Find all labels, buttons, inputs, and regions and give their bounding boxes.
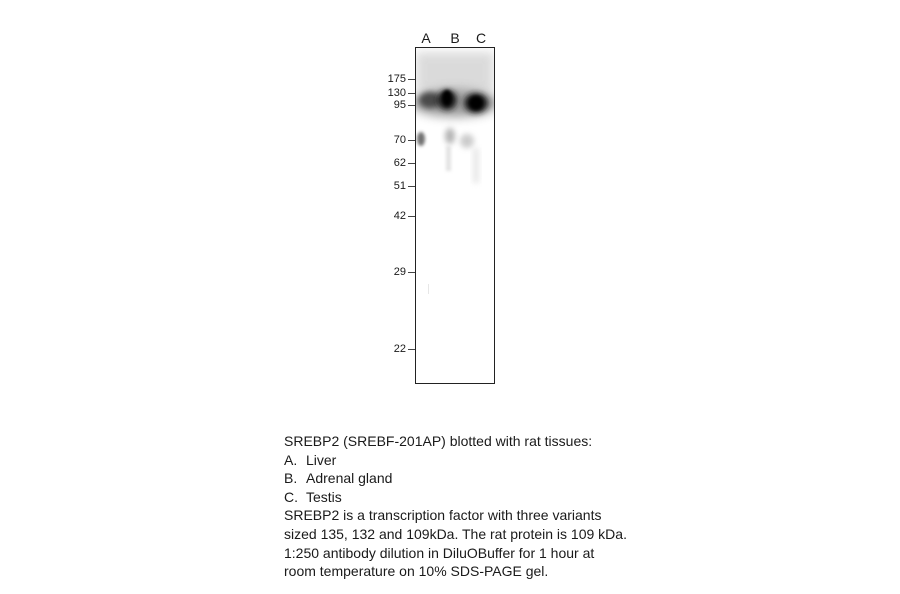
lane-a-70kda-band <box>417 132 425 146</box>
lane-b-core <box>442 90 452 106</box>
lane-b-70kda-band <box>445 128 455 144</box>
marker-label-175: 175 <box>387 73 406 85</box>
lane-c-streak <box>473 148 479 183</box>
caption-item-a <box>284 451 664 470</box>
caption-description-line: room temperature on 10% SDS-PAGE gel. <box>284 563 549 580</box>
caption-item-letter: A. <box>284 451 298 468</box>
marker-tick-29 <box>408 272 415 273</box>
marker-tick-175 <box>408 79 415 80</box>
blot-membrane <box>415 47 495 384</box>
marker-tick-130 <box>408 93 415 94</box>
marker-label-51: 51 <box>393 180 406 192</box>
caption-item-letter: C. <box>284 488 298 505</box>
marker-tick-62 <box>408 163 415 164</box>
caption-item-letter: B. <box>284 470 298 487</box>
caption-item-text: Testis <box>306 488 342 505</box>
caption-item-c <box>284 488 664 507</box>
lane-label-c: C <box>475 30 487 46</box>
lane-b-streak <box>446 146 451 171</box>
lane-c-70kda-band <box>460 134 474 148</box>
lane-label-b: B <box>450 30 460 46</box>
marker-label-95: 95 <box>393 99 406 111</box>
blot-image <box>416 48 494 383</box>
marker-label-22: 22 <box>393 343 406 355</box>
marker-label-62: 62 <box>393 157 406 169</box>
caption-description-line: sized 135, 132 and 109kDa. The rat protein is 109 kDa. <box>284 525 627 542</box>
marker-label-42: 42 <box>393 210 406 222</box>
marker-label-130: 130 <box>387 87 406 99</box>
smear-top <box>416 52 494 92</box>
lane-c-core <box>469 96 483 110</box>
caption-description-line: 1:250 antibody dilution in DiluOBuffer for 1 hour at <box>284 544 595 561</box>
marker-label-70: 70 <box>393 134 406 146</box>
marker-tick-95 <box>408 105 415 106</box>
marker-tick-70 <box>408 140 415 141</box>
lane-label-a: A <box>421 30 431 46</box>
figure-caption <box>284 432 664 581</box>
marker-tick-22 <box>408 349 415 350</box>
caption-description-line: SREBP2 is a transcription factor with three variants <box>284 507 602 524</box>
speck <box>428 284 429 294</box>
caption-item-b <box>284 469 664 488</box>
marker-label-29: 29 <box>393 266 406 278</box>
caption-title: SREBP2 (SREBF-201AP) blotted with rat tissues: <box>284 433 593 449</box>
caption-item-text: Liver <box>306 451 337 468</box>
caption-item-text: Adrenal gland <box>306 470 393 487</box>
marker-tick-42 <box>408 216 415 217</box>
marker-tick-51 <box>408 186 415 187</box>
